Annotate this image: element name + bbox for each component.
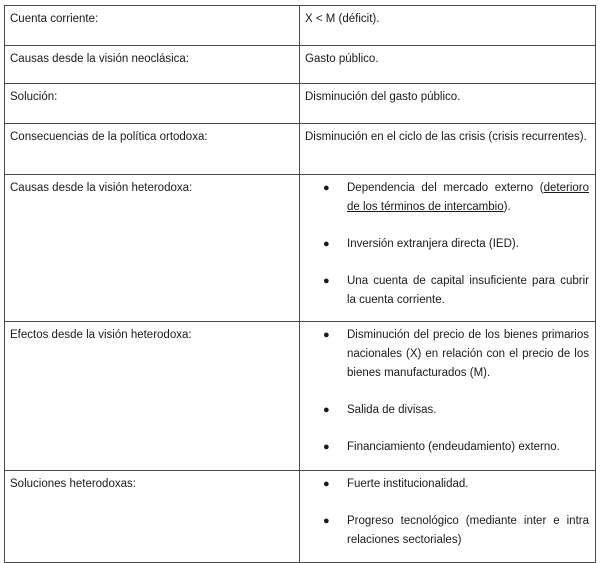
- item-text: Salida de divisas.: [347, 404, 437, 416]
- list-item: [323, 179, 589, 217]
- row-value: Disminución del gasto público.: [300, 84, 596, 124]
- row-value: X < M (déficit).: [300, 6, 596, 46]
- item-text: Dependencia del mercado externo (: [347, 182, 544, 194]
- list-item: [323, 235, 589, 254]
- list-item: [323, 401, 589, 420]
- bullet-icon: ●: [323, 515, 330, 527]
- row-label: Cuenta corriente:: [5, 6, 300, 46]
- row-label: Causas desde la visión neoclásica:: [5, 46, 300, 84]
- item-underlined-text: deterioro de los términos de intercambio: [347, 182, 589, 213]
- table-row: [5, 124, 596, 175]
- item-text: Inversión extranjera directa (IED).: [347, 238, 519, 250]
- row-value: Gasto público.: [300, 46, 596, 84]
- list-item: [323, 438, 589, 457]
- row-label: Consecuencias de la política ortodoxa:: [5, 124, 300, 175]
- bullet-icon: ●: [323, 275, 330, 287]
- item-text-after: ).: [503, 201, 511, 213]
- row-value: [300, 322, 596, 471]
- row-label: Causas desde la visión heterodoxa:: [5, 175, 300, 322]
- row-label: Soluciones heterodoxas:: [5, 471, 300, 563]
- bullet-icon: ●: [323, 404, 330, 416]
- comparison-table: [4, 5, 596, 563]
- item-text: Fuerte institucionalidad.: [347, 478, 469, 490]
- list-item: [323, 512, 589, 550]
- list-item: [323, 475, 589, 494]
- bullet-icon: ●: [323, 478, 330, 490]
- bullet-list: [305, 475, 589, 550]
- bullet-list: [305, 179, 589, 310]
- table-row: [5, 322, 596, 471]
- table-row: [5, 175, 596, 322]
- table-row: [5, 471, 596, 563]
- table-row: [5, 6, 596, 46]
- row-value: [300, 175, 596, 322]
- row-value: [300, 471, 596, 563]
- item-text: Financiamiento (endeudamiento) externo.: [347, 441, 560, 453]
- table-row: [5, 46, 596, 84]
- row-label: Efectos desde la visión heterodoxa:: [5, 322, 300, 471]
- bullet-list: [305, 326, 589, 457]
- list-item: [323, 326, 589, 383]
- list-item: [323, 272, 589, 310]
- bullet-icon: ●: [323, 182, 330, 194]
- bullet-icon: ●: [323, 329, 330, 341]
- row-value: Disminución en el ciclo de las crisis (crisis recurrentes).: [300, 124, 596, 175]
- table-row: [5, 84, 596, 124]
- bullet-icon: ●: [323, 238, 330, 250]
- item-text: Una cuenta de capital insuficiente para cubrir la cuenta corriente.: [347, 275, 589, 306]
- item-text: Disminución del precio de los bienes primarios nacionales (X) en relación con el precio de los bienes manufacturados (M).: [347, 329, 589, 379]
- row-label: Solución:: [5, 84, 300, 124]
- bullet-icon: ●: [323, 441, 330, 453]
- item-text: Progreso tecnológico (mediante inter e intra relaciones sectoriales): [347, 515, 589, 546]
